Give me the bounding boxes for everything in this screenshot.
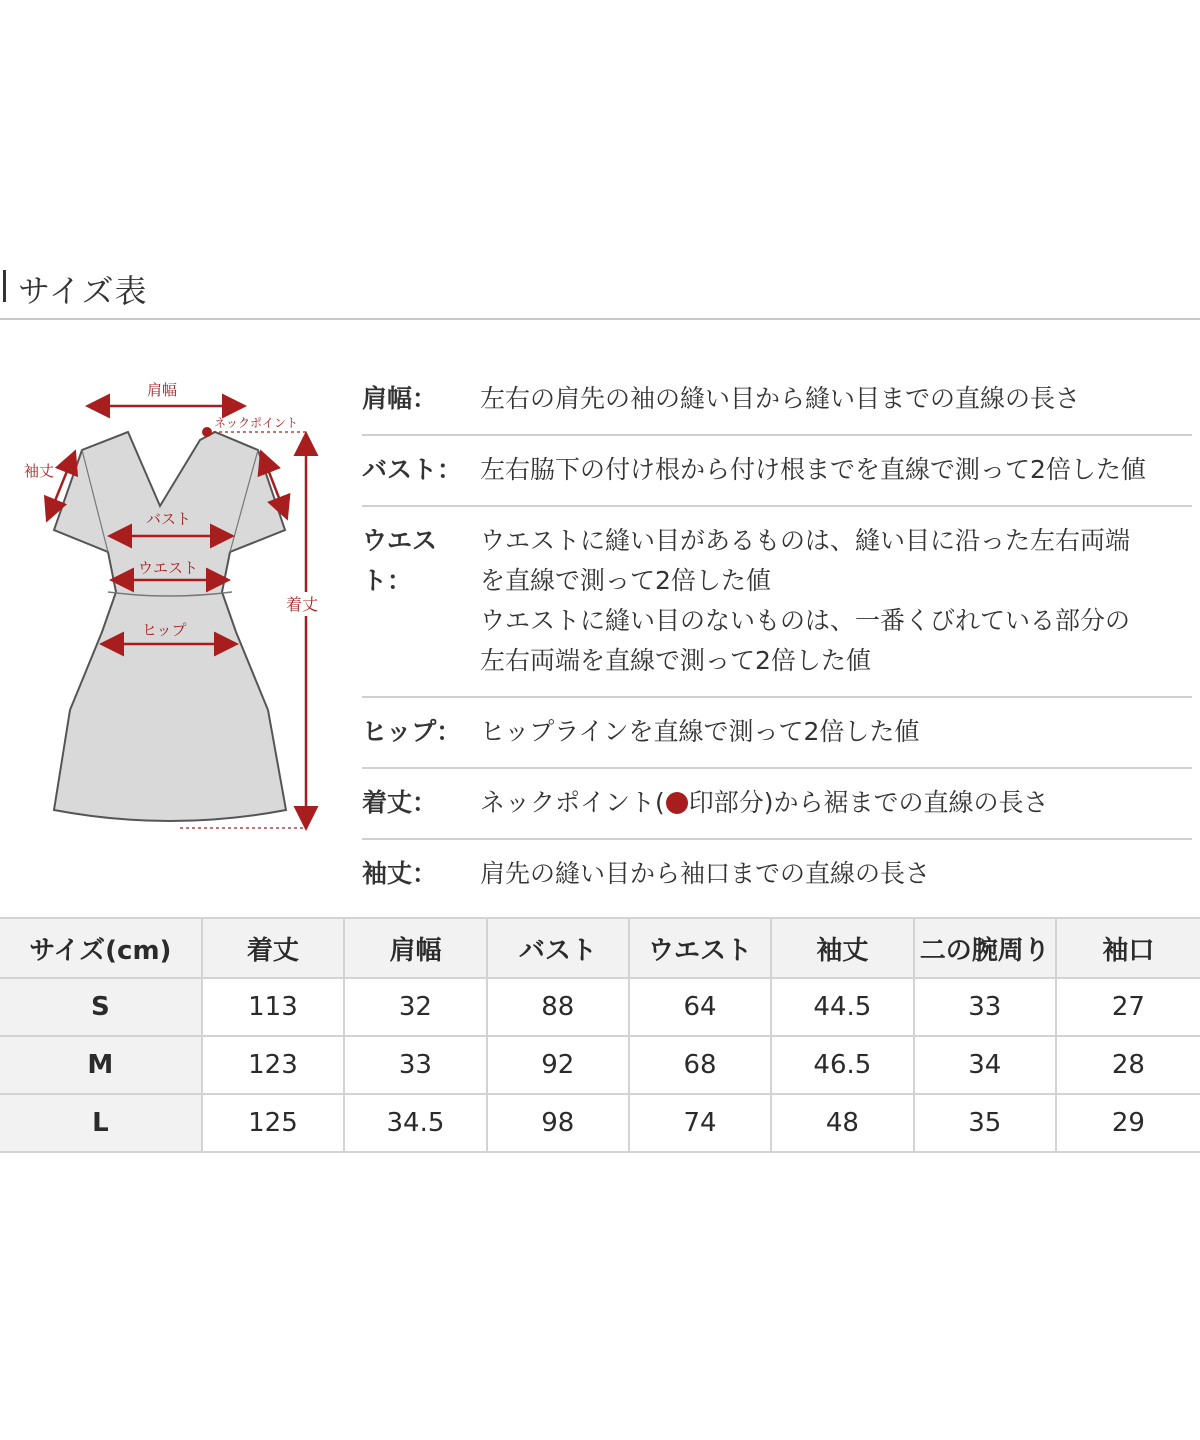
- size-cell: M: [0, 1036, 202, 1094]
- definition-term: ウエスト：: [362, 526, 438, 595]
- table-cell: 28: [1056, 1036, 1200, 1094]
- table-cell: 92: [487, 1036, 629, 1094]
- table-row: [0, 1036, 1200, 1094]
- shoulder-label: 肩幅: [147, 381, 178, 399]
- definition-description: [480, 521, 1192, 681]
- table-cell: 46.5: [771, 1036, 914, 1094]
- title-bar: [0, 262, 1200, 320]
- definition-line: ウエストに縫い目のないものは、一番くびれている部分の: [480, 606, 1131, 635]
- definition-term: 袖丈：: [362, 859, 438, 888]
- definition-term: 着丈：: [362, 788, 438, 817]
- length-label: 着丈: [286, 595, 319, 614]
- definition-description: [480, 783, 1192, 823]
- column-header-shoulder: 肩幅: [344, 918, 487, 978]
- garment-diagram: [0, 370, 340, 840]
- column-header-sleeve: 袖丈: [771, 918, 914, 978]
- column-header-length: 着丈: [202, 918, 344, 978]
- definition-description: [480, 712, 1192, 752]
- table-cell: 33: [914, 978, 1056, 1036]
- definition-line: ヒップラインを直線で測って2倍した値: [480, 717, 920, 746]
- title-accent-bar: [3, 270, 6, 302]
- table-cell: 68: [629, 1036, 771, 1094]
- definition-hip: [362, 698, 1192, 769]
- column-header-cuff: 袖口: [1056, 918, 1200, 978]
- definition-description: [480, 854, 1192, 894]
- table-cell: 88: [487, 978, 629, 1036]
- column-header-size: サイズ(cm): [0, 918, 202, 978]
- table-cell: 98: [487, 1094, 629, 1152]
- column-header-bust: バスト: [487, 918, 629, 978]
- definition-term: 肩幅：: [362, 384, 438, 413]
- table-cell: 48: [771, 1094, 914, 1152]
- definition-shoulder: [362, 365, 1192, 436]
- column-header-waist: ウエスト: [629, 918, 771, 978]
- definition-line: 肩先の縫い目から袖口までの直線の長さ: [480, 859, 931, 888]
- title-divider: [0, 318, 1200, 320]
- dress-measurement-illustration: [0, 370, 340, 840]
- table-row: [0, 978, 1200, 1036]
- definition-line: 左右両端を直線で測って2倍した値: [480, 646, 871, 675]
- table-cell: 34: [914, 1036, 1056, 1094]
- column-header-upper-arm: 二の腕周り: [914, 918, 1056, 978]
- waist-label: ウエスト: [138, 559, 199, 577]
- table-cell: 113: [202, 978, 344, 1036]
- definition-bust: [362, 436, 1192, 507]
- neck-point-label: ネックポイント: [214, 416, 299, 430]
- table-cell: 34.5: [344, 1094, 487, 1152]
- size-table: [0, 917, 1200, 1153]
- table-cell: 33: [344, 1036, 487, 1094]
- definition-line: 左右の肩先の袖の縫い目から縫い目までの直線の長さ: [480, 384, 1081, 413]
- page-title: サイズ表: [18, 272, 148, 310]
- table-row: [0, 1094, 1200, 1152]
- definition-waist: [362, 507, 1192, 698]
- definition-text-post: 印部分)から裾までの直線の長さ: [688, 788, 1049, 817]
- measurement-definitions: [362, 365, 1192, 909]
- table-cell: 123: [202, 1036, 344, 1094]
- table-cell: 74: [629, 1094, 771, 1152]
- table-cell: 32: [344, 978, 487, 1036]
- table-cell: 27: [1056, 978, 1200, 1036]
- definition-line: 左右脇下の付け根から付け根までを直線で測って2倍した値: [480, 455, 1146, 484]
- sleeve-label: 袖丈: [24, 462, 55, 480]
- table-cell: 125: [202, 1094, 344, 1152]
- definition-length: [362, 769, 1192, 840]
- table-header-row: [0, 918, 1200, 978]
- definition-term: バスト：: [362, 455, 463, 484]
- hip-label: ヒップ: [142, 621, 187, 639]
- definition-description: [480, 379, 1192, 419]
- definition-description: [480, 450, 1192, 490]
- size-cell: S: [0, 978, 202, 1036]
- table-cell: 35: [914, 1094, 1056, 1152]
- definition-line: [480, 783, 1192, 823]
- red-dot-icon: [666, 792, 688, 814]
- table-cell: 29: [1056, 1094, 1200, 1152]
- definition-line: ウエストに縫い目があるものは、縫い目に沿った左右両端: [480, 526, 1131, 555]
- table-cell: 64: [629, 978, 771, 1036]
- table-cell: 44.5: [771, 978, 914, 1036]
- definition-text-pre: ネックポイント(: [480, 788, 665, 817]
- size-cell: L: [0, 1094, 202, 1152]
- definition-line: を直線で測って2倍した値: [480, 566, 771, 595]
- definition-sleeve: [362, 840, 1192, 909]
- definition-term: ヒップ：: [362, 717, 462, 746]
- bust-label: バスト: [146, 510, 192, 528]
